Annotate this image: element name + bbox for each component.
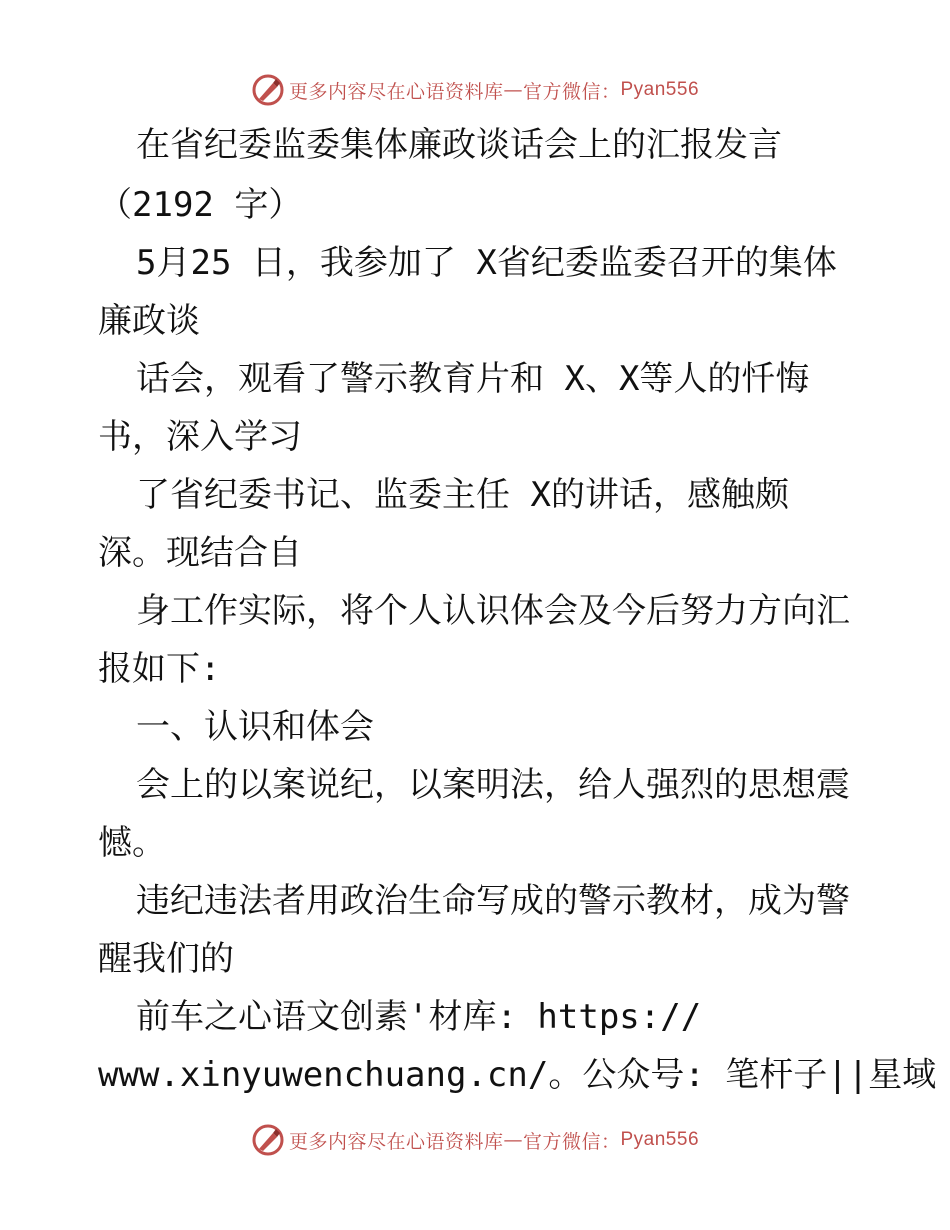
banner-dash: — [503, 1129, 523, 1151]
doc-line: 书，深入学习 [98, 417, 302, 457]
doc-line: 醒我们的 [98, 939, 234, 979]
doc-line: 憾。 [98, 823, 166, 863]
banner-dash: — [503, 79, 523, 101]
doc-line: 了省纪委书记、监委主任 X的讲话，感触颇 [136, 475, 789, 515]
doc-line: 会上的以案说纪，以案明法，给人强烈的思想震 [136, 765, 850, 805]
header-banner [0, 70, 950, 110]
banner-wechat-id: Pyan556 [620, 1129, 700, 1150]
banner-main-text: 更多内容尽在心语资料库 [288, 80, 504, 103]
footer-banner [0, 1120, 950, 1160]
doc-line: 话会，观看了警示教育片和 X、X等人的忏悔 [136, 359, 810, 399]
banner-wechat-label: 官方微信： [522, 80, 621, 103]
doc-line: 身工作实际，将个人认识体会及今后努力方向汇 [136, 591, 850, 631]
doc-line: 深。现结合自 [98, 533, 302, 573]
banner-wechat-label: 官方微信： [522, 1130, 621, 1153]
doc-title: 在省纪委监委集体廉政谈话会上的汇报发言 [136, 125, 782, 165]
banner-main-text: 更多内容尽在心语资料库 [288, 1130, 504, 1153]
doc-line: 5月25 日，我参加了 X省纪委监委召开的集体 [136, 243, 837, 283]
doc-line: 报如下: [98, 649, 221, 689]
doc-word-count: （2192 字） [98, 185, 303, 225]
doc-line: www.xinyuwenchuang.cn/。公众号: 笔杆子||星域 [98, 1055, 937, 1095]
pen-logo-icon [251, 1123, 285, 1157]
doc-line: 前车之心语文创素'材库: https:// [136, 997, 702, 1037]
doc-line: 违纪违法者用政治生命写成的警示教材，成为警 [136, 881, 850, 921]
section-heading: 一、认识和体会 [136, 707, 374, 747]
banner-wechat-id: Pyan556 [620, 79, 700, 100]
pen-logo-icon [251, 73, 285, 107]
doc-line: 廉政谈 [98, 301, 200, 341]
